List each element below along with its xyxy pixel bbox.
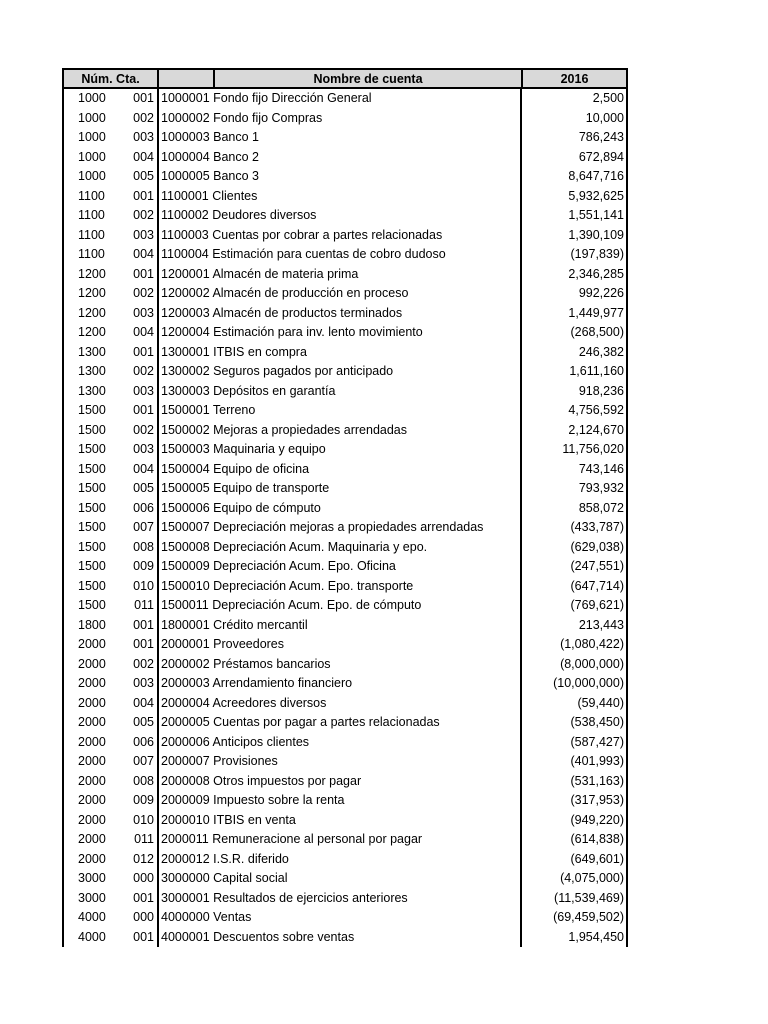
account-group: 1000 bbox=[78, 130, 106, 144]
account-group: 1500 bbox=[78, 520, 106, 534]
table-row bbox=[64, 265, 626, 285]
account-group: 1100 bbox=[78, 208, 105, 222]
table-row bbox=[64, 928, 626, 948]
account-group: 1500 bbox=[78, 422, 106, 437]
account-sub: 004 bbox=[133, 325, 154, 339]
account-group: 1300 bbox=[78, 383, 106, 398]
account-amount: 8,647,716 bbox=[568, 169, 624, 183]
table-row bbox=[64, 382, 626, 402]
account-name: 1300003 Depósitos en garantía bbox=[157, 382, 522, 402]
account-sub: 012 bbox=[133, 851, 154, 866]
account-name: 2000002 Préstamos bancarios bbox=[157, 655, 522, 675]
account-amount: (197,839) bbox=[570, 247, 624, 261]
account-group: 2000 bbox=[78, 812, 106, 827]
account-group: 2000 bbox=[78, 637, 106, 651]
account-name: 1100001 Clientes bbox=[157, 187, 522, 207]
account-amount: (11,539,469) bbox=[554, 890, 624, 905]
account-group: 2000 bbox=[78, 695, 106, 710]
account-name: 1500005 Equipo de transporte bbox=[157, 479, 522, 499]
account-name: 1500008 Depreciación Acum. Maquinaria y epo. bbox=[157, 538, 522, 558]
account-sub: 001 bbox=[133, 91, 154, 105]
account-sub: 006 bbox=[133, 734, 154, 749]
account-name: 1500004 Equipo de oficina bbox=[157, 460, 522, 480]
account-group: 1500 bbox=[78, 461, 106, 476]
account-group: 2000 bbox=[78, 734, 106, 749]
table-row bbox=[64, 109, 626, 129]
account-sub: 001 bbox=[133, 637, 154, 651]
account-name: 1500001 Terreno bbox=[157, 401, 522, 421]
account-group: 2000 bbox=[78, 793, 106, 807]
account-amount: (531,163) bbox=[570, 773, 624, 788]
account-table bbox=[62, 68, 628, 947]
account-sub: 003 bbox=[133, 383, 154, 398]
account-group: 1500 bbox=[78, 500, 106, 515]
account-amount: (649,601) bbox=[570, 851, 624, 866]
account-group: 1500 bbox=[78, 481, 106, 495]
account-amount: (538,450) bbox=[570, 715, 624, 729]
table-row bbox=[64, 167, 626, 187]
account-amount: (8,000,000) bbox=[560, 656, 624, 671]
table-row bbox=[64, 245, 626, 265]
account-amount: 1,954,450 bbox=[568, 929, 624, 944]
table-row bbox=[64, 362, 626, 382]
account-sub: 000 bbox=[133, 871, 154, 885]
account-name: 2000012 I.S.R. diferido bbox=[157, 850, 522, 870]
table-row bbox=[64, 343, 626, 363]
account-sub: 004 bbox=[133, 461, 154, 476]
account-group: 2000 bbox=[78, 832, 106, 846]
account-amount: 213,443 bbox=[578, 617, 624, 632]
account-sub: 001 bbox=[133, 344, 154, 359]
account-amount: 1,449,977 bbox=[568, 305, 624, 320]
account-sub: 001 bbox=[133, 188, 154, 203]
account-group: 2000 bbox=[78, 851, 106, 866]
table-row bbox=[64, 284, 626, 304]
table-row bbox=[64, 850, 626, 870]
account-sub: 008 bbox=[133, 539, 154, 554]
table-row bbox=[64, 479, 626, 499]
account-name: 1000003 Banco 1 bbox=[157, 128, 522, 148]
account-amount: 2,346,285 bbox=[568, 266, 624, 281]
account-sub: 002 bbox=[133, 364, 154, 378]
account-group: 1500 bbox=[78, 598, 106, 612]
account-name: 2000006 Anticipos clientes bbox=[157, 733, 522, 753]
account-amount: (614,838) bbox=[570, 832, 624, 846]
account-name: 1000001 Fondo fijo Dirección General bbox=[157, 89, 522, 109]
account-name: 1500011 Depreciación Acum. Epo. de cómputo bbox=[157, 596, 522, 616]
account-sub: 003 bbox=[133, 305, 154, 320]
account-name: 4000000 Ventas bbox=[157, 908, 522, 928]
account-amount: 743,146 bbox=[578, 461, 624, 476]
account-amount: 786,243 bbox=[578, 130, 624, 144]
account-name: 2000009 Impuesto sobre la renta bbox=[157, 791, 522, 811]
table-row bbox=[64, 304, 626, 324]
account-amount: (10,000,000) bbox=[553, 676, 624, 690]
account-amount: (4,075,000) bbox=[560, 871, 624, 885]
account-amount: 1,551,141 bbox=[568, 208, 624, 222]
account-sub: 009 bbox=[133, 559, 154, 573]
account-name: 1300002 Seguros pagados por anticipado bbox=[157, 362, 522, 382]
account-amount: 10,000 bbox=[585, 110, 624, 125]
table-row bbox=[64, 791, 626, 811]
account-name: 2000004 Acreedores diversos bbox=[157, 694, 522, 714]
account-sub: 001 bbox=[133, 617, 154, 632]
table-row bbox=[64, 206, 626, 226]
table-row bbox=[64, 733, 626, 753]
account-amount: (629,038) bbox=[570, 539, 624, 554]
account-sub: 003 bbox=[133, 442, 154, 456]
account-sub: 006 bbox=[133, 500, 154, 515]
account-group: 1500 bbox=[78, 539, 106, 554]
account-sub: 003 bbox=[133, 130, 154, 144]
account-name: 1200002 Almacén de producción en proceso bbox=[157, 284, 522, 304]
account-sub: 002 bbox=[133, 656, 154, 671]
table-row bbox=[64, 616, 626, 636]
account-amount: (59,440) bbox=[577, 695, 624, 710]
account-amount: (1,080,422) bbox=[560, 637, 624, 651]
account-amount: (268,500) bbox=[570, 325, 624, 339]
account-sub: 003 bbox=[133, 227, 154, 242]
account-sub: 000 bbox=[133, 910, 154, 924]
account-sub: 001 bbox=[133, 266, 154, 281]
account-name: 2000011 Remuneracione al personal por pagar bbox=[157, 830, 522, 850]
account-group: 1200 bbox=[78, 286, 106, 300]
table-row bbox=[64, 518, 626, 538]
table-row bbox=[64, 401, 626, 421]
account-group: 1200 bbox=[78, 305, 106, 320]
account-name: 2000005 Cuentas por pagar a partes relacionadas bbox=[157, 713, 522, 733]
table-row bbox=[64, 869, 626, 889]
account-sub: 009 bbox=[133, 793, 154, 807]
table-body bbox=[62, 89, 628, 947]
account-group: 2000 bbox=[78, 715, 106, 729]
account-group: 1000 bbox=[78, 110, 106, 125]
account-amount: 672,894 bbox=[578, 149, 624, 164]
account-sub: 003 bbox=[133, 676, 154, 690]
account-name: 1500010 Depreciación Acum. Epo. transporte bbox=[157, 577, 522, 597]
account-amount: 2,124,670 bbox=[568, 422, 624, 437]
table-row bbox=[64, 596, 626, 616]
account-amount: (647,714) bbox=[570, 578, 624, 593]
account-group: 4000 bbox=[78, 910, 106, 924]
account-name: 3000001 Resultados de ejercicios anteriores bbox=[157, 889, 522, 909]
account-name: 2000001 Proveedores bbox=[157, 635, 522, 655]
account-name: 1200001 Almacén de materia prima bbox=[157, 265, 522, 285]
table-row bbox=[64, 440, 626, 460]
table-row bbox=[64, 557, 626, 577]
account-name: 1200003 Almacén de productos terminados bbox=[157, 304, 522, 324]
account-amount: 1,390,109 bbox=[568, 227, 624, 242]
table-row bbox=[64, 323, 626, 343]
account-group: 4000 bbox=[78, 929, 106, 944]
account-group: 3000 bbox=[78, 871, 106, 885]
account-amount: 918,236 bbox=[578, 383, 624, 398]
table-row bbox=[64, 460, 626, 480]
account-group: 2000 bbox=[78, 754, 106, 768]
account-sub: 004 bbox=[133, 247, 154, 261]
account-group: 3000 bbox=[78, 890, 106, 905]
account-name: 1000005 Banco 3 bbox=[157, 167, 522, 187]
account-sub: 010 bbox=[133, 812, 154, 827]
account-name: 3000000 Capital social bbox=[157, 869, 522, 889]
account-amount: 11,756,020 bbox=[562, 442, 624, 456]
account-group: 1200 bbox=[78, 325, 106, 339]
account-sub: 011 bbox=[134, 832, 154, 846]
account-name: 2000007 Provisiones bbox=[157, 752, 522, 772]
account-name: 1200004 Estimación para inv. lento movimiento bbox=[157, 323, 522, 343]
account-amount: (769,621) bbox=[570, 598, 624, 612]
account-group: 1200 bbox=[78, 266, 106, 281]
table-row bbox=[64, 674, 626, 694]
table-header bbox=[62, 68, 628, 89]
table-row bbox=[64, 655, 626, 675]
account-sub: 007 bbox=[133, 754, 154, 768]
account-name: 1500009 Depreciación Acum. Epo. Oficina bbox=[157, 557, 522, 577]
account-sub: 005 bbox=[133, 169, 154, 183]
account-group: 1000 bbox=[78, 91, 106, 105]
account-group: 1500 bbox=[78, 578, 106, 593]
account-sub: 005 bbox=[133, 715, 154, 729]
account-sub: 007 bbox=[133, 520, 154, 534]
account-name: 1800001 Crédito mercantil bbox=[157, 616, 522, 636]
account-sub: 004 bbox=[133, 695, 154, 710]
account-group: 1000 bbox=[78, 169, 106, 183]
table-row bbox=[64, 187, 626, 207]
account-amount: 858,072 bbox=[578, 500, 624, 515]
account-amount: (69,459,502) bbox=[553, 910, 624, 924]
account-name: 1500003 Maquinaria y equipo bbox=[157, 440, 522, 460]
table-row bbox=[64, 421, 626, 441]
account-amount: 992,226 bbox=[578, 286, 624, 300]
account-sub: 002 bbox=[133, 208, 154, 222]
table-row bbox=[64, 538, 626, 558]
account-amount: (587,427) bbox=[570, 734, 624, 749]
account-group: 1500 bbox=[78, 559, 106, 573]
table-row bbox=[64, 128, 626, 148]
account-group: 1300 bbox=[78, 344, 106, 359]
table-row bbox=[64, 577, 626, 597]
account-sub: 004 bbox=[133, 149, 154, 164]
account-amount: (949,220) bbox=[570, 812, 624, 827]
header-num-cta: Núm. Cta. bbox=[64, 70, 159, 87]
account-group: 1500 bbox=[78, 442, 106, 456]
account-amount: 5,932,625 bbox=[568, 188, 624, 203]
account-amount: (401,993) bbox=[570, 754, 624, 768]
account-group: 1500 bbox=[78, 403, 106, 417]
table-row bbox=[64, 772, 626, 792]
account-group: 1000 bbox=[78, 149, 106, 164]
table-row bbox=[64, 148, 626, 168]
account-name: 1100002 Deudores diversos bbox=[157, 206, 522, 226]
account-group: 1300 bbox=[78, 364, 106, 378]
table-row bbox=[64, 226, 626, 246]
table-row bbox=[64, 499, 626, 519]
account-name: 1000002 Fondo fijo Compras bbox=[157, 109, 522, 129]
account-amount: (247,551) bbox=[570, 559, 624, 573]
table-row bbox=[64, 830, 626, 850]
account-group: 2000 bbox=[78, 656, 106, 671]
account-sub: 008 bbox=[133, 773, 154, 788]
account-amount: 4,756,592 bbox=[568, 403, 624, 417]
table-row bbox=[64, 889, 626, 909]
account-amount: 1,611,160 bbox=[569, 364, 624, 378]
header-nombre-cuenta: Nombre de cuenta bbox=[215, 70, 523, 87]
account-sub: 011 bbox=[134, 598, 154, 612]
table-row bbox=[64, 89, 626, 109]
account-sub: 010 bbox=[133, 578, 154, 593]
account-name: 2000010 ITBIS en venta bbox=[157, 811, 522, 831]
account-sub: 001 bbox=[133, 929, 154, 944]
account-name: 1000004 Banco 2 bbox=[157, 148, 522, 168]
account-amount: (433,787) bbox=[570, 520, 624, 534]
account-name: 2000003 Arrendamiento financiero bbox=[157, 674, 522, 694]
header-blank bbox=[159, 70, 215, 87]
account-group: 2000 bbox=[78, 676, 106, 690]
account-name: 1300001 ITBIS en compra bbox=[157, 343, 522, 363]
table-row bbox=[64, 713, 626, 733]
account-sub: 002 bbox=[133, 286, 154, 300]
account-group: 1100 bbox=[78, 247, 105, 261]
account-group: 2000 bbox=[78, 773, 106, 788]
table-row bbox=[64, 694, 626, 714]
header-year: 2016 bbox=[560, 71, 589, 86]
table-row bbox=[64, 635, 626, 655]
account-sub: 001 bbox=[133, 403, 154, 417]
account-amount: 2,500 bbox=[592, 91, 624, 105]
table-row bbox=[64, 811, 626, 831]
account-name: 1100004 Estimación para cuentas de cobro dudoso bbox=[157, 245, 522, 265]
account-name: 1100003 Cuentas por cobrar a partes relacionadas bbox=[157, 226, 522, 246]
account-name: 1500002 Mejoras a propiedades arrendadas bbox=[157, 421, 522, 441]
account-name: 1500007 Depreciación mejoras a propiedades arrendadas bbox=[157, 518, 522, 538]
account-sub: 002 bbox=[133, 110, 154, 125]
account-sub: 001 bbox=[133, 890, 154, 905]
account-amount: 793,932 bbox=[578, 481, 624, 495]
account-name: 2000008 Otros impuestos por pagar bbox=[157, 772, 522, 792]
account-name: 4000001 Descuentos sobre ventas bbox=[157, 928, 522, 948]
account-sub: 002 bbox=[133, 422, 154, 437]
table-row bbox=[64, 908, 626, 928]
account-group: 1800 bbox=[78, 617, 106, 632]
account-sub: 005 bbox=[133, 481, 154, 495]
account-group: 1100 bbox=[78, 188, 105, 203]
account-amount: (317,953) bbox=[570, 793, 624, 807]
account-name: 1500006 Equipo de cómputo bbox=[157, 499, 522, 519]
account-group: 1100 bbox=[78, 227, 105, 242]
account-amount: 246,382 bbox=[578, 344, 624, 359]
table-row bbox=[64, 752, 626, 772]
